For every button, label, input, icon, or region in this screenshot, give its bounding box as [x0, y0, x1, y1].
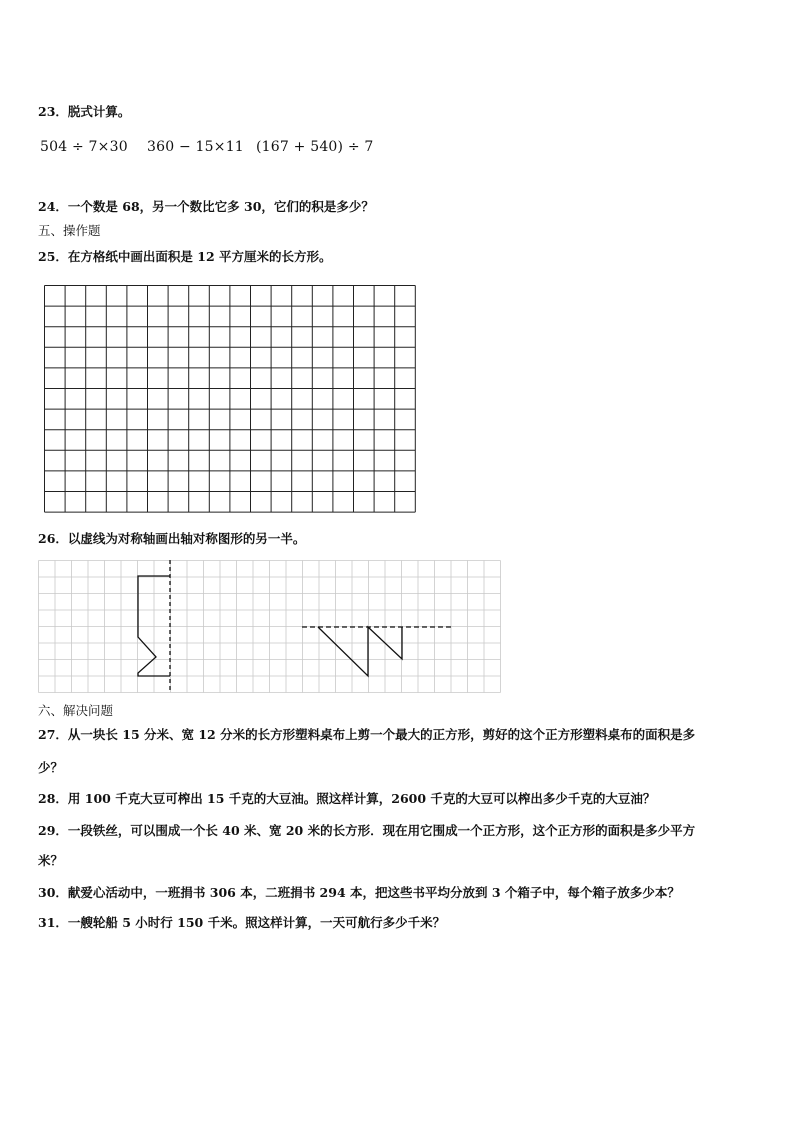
question-28: 28．用 100 千克大豆可榨出 15 千克的大豆油。照这样计算，2600 千克的大豆可以榨出多少千克的大豆油？ [38, 791, 656, 806]
right-half-figure [318, 627, 402, 676]
question-27-line1: 27．从一块长 15 分米、宽 12 分米的长方形塑料桌布上剪一个最大的正方形，剪好的这个正方形塑料桌布的面积是多 [38, 727, 696, 742]
question-24: 24．一个数是 68，另一个数比它多 30，它们的积是多少？ [38, 199, 374, 214]
question-27-line2: 少？ [38, 760, 64, 775]
question-26: 26．以虚线为对称轴画出轴对称图形的另一半。 [38, 531, 306, 546]
question-31: 31．一艘轮船 5 小时行 150 千米。照这样计算，一天可航行多少千米？ [38, 915, 446, 930]
section-heading-operation: 五、操作题 [38, 223, 101, 238]
question-23-label: 23．脱式计算。 [38, 104, 131, 119]
expression-2: 360 − 15×11 [147, 139, 244, 155]
question-29-line2: 米？ [38, 853, 64, 868]
expression-3: (167 + 540) ÷ 7 [256, 139, 374, 155]
question-30: 30．献爱心活动中，一班捐书 306 本，二班捐书 294 本，把这些书平均分放到 3 个箱子中，每个箱子放多少本？ [38, 885, 680, 900]
question-25: 25．在方格纸中画出面积是 12 平方厘米的长方形。 [38, 249, 332, 264]
expression-1: 504 ÷ 7×30 [40, 139, 128, 155]
grid-paper-q26 [38, 560, 503, 693]
section-heading-solve: 六、解决问题 [38, 703, 114, 718]
question-29-line1: 29．一段铁丝，可以围成一个长 40 米、宽 20 米的长方形．现在用它围成一个正方形，这个正方形的面积是多少平方 [38, 823, 696, 838]
grid-paper-q25 [44, 285, 418, 513]
